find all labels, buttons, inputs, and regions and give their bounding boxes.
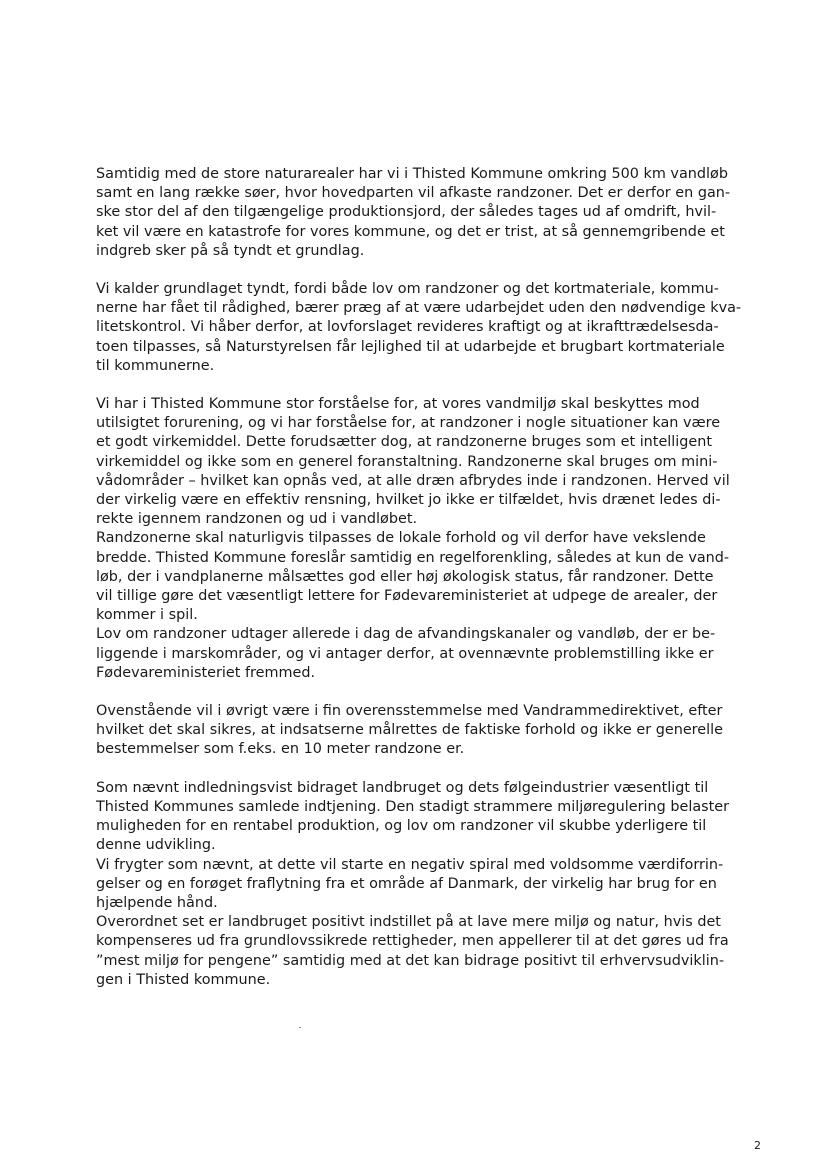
text-line: gen i Thisted kommune. [96, 971, 271, 988]
text-line: Lov om randzoner udtager allerede i dag de afvandingskanaler og vandløb, der er be- [96, 626, 716, 643]
text-line: Thisted Kommunes samlede indtjening. Den stadigt strammere miljøregulering belaster [96, 798, 730, 815]
text-line: bredde. Thisted Kommune foreslår samtidig en regelforenkling, således at kun de vand- [96, 549, 730, 566]
document-body [96, 165, 776, 990]
text-line: vådområder – hvilket kan opnås ved, at alle dræn afbrydes inde i randzonen. Herved vil [96, 472, 730, 489]
text-line: kommer i spil. [96, 607, 198, 624]
text-line: samt en lang række søer, hvor hovedparten vil afkaste randzoner. Det er derfor en gan- [96, 185, 731, 202]
text-line: til kommunerne. [96, 357, 215, 374]
text-line: rekte igennem randzonen og ud i vandløbet. [96, 511, 418, 528]
text-line: hvilket det skal sikres, at indsatserne målrettes de faktiske forhold og ikke er generelle [96, 722, 723, 739]
text-line: Overordnet set er landbruget positivt indstillet på at lave mere miljø og natur, hvis det [96, 914, 721, 931]
text-line: et godt virkemiddel. Dette forudsætter dog, at randzonerne bruges som et intelligent [96, 434, 713, 451]
paragraph-gap [96, 683, 776, 702]
page-number: 2 [754, 1139, 761, 1152]
text-line: Vi kalder grundlaget tyndt, fordi både lov om randzoner og det kortmateriale, kommu- [96, 281, 719, 298]
paragraph-gap [96, 376, 776, 395]
text-line: toen tilpasses, så Naturstyrelsen får lejlighed til at udarbejde et brugbart kortmateriale [96, 338, 725, 355]
text-line: vil tillige gøre det væsentligt lettere for Fødevareministeriet at udpege de arealer, der [96, 588, 718, 605]
text-line: ket vil være en katastrofe for vores kommune, og det er trist, at så gennemgribende et [96, 223, 725, 240]
paragraph [96, 280, 776, 376]
text-line: Fødevareministeriet fremmed. [96, 664, 316, 681]
text-line: indgreb sker på så tyndt et grundlag. [96, 242, 365, 259]
text-line: ske stor del af den tilgængelige produktionsjord, der således tages ud af omdrift, hvil- [96, 204, 717, 221]
text-line: litetskontrol. Vi håber derfor, at lovforslaget revideres kraftigt og at ikrafttrædelsesda- [96, 319, 719, 336]
paragraph [96, 395, 776, 683]
text-line: Som nævnt indledningsvist bidraget landbruget og dets følgeindustrier væsentligt til [96, 779, 709, 796]
text-line: denne udvikling. [96, 837, 216, 854]
text-line: bestemmelser som f.eks. en 10 meter randzone er. [96, 741, 465, 758]
paragraph-gap [96, 261, 776, 280]
text-line: Vi har i Thisted Kommune stor forståelse for, at vores vandmiljø skal beskyttes mod [96, 396, 700, 413]
text-line: Ovenstående vil i øvrigt være i fin overensstemmelse med Vandrammedirektivet, efter [96, 703, 723, 720]
text-line: Vi frygter som nævnt, at dette vil starte en negativ spiral med voldsomme værdiforrin- [96, 856, 724, 873]
text-line: Samtidig med de store naturarealer har vi i Thisted Kommune omkring 500 km vandløb [96, 166, 728, 182]
paragraph [96, 702, 776, 760]
scan-speck [299, 1027, 301, 1028]
text-line: gelser og en forøget fraflytning fra et område af Danmark, der virkelig har brug for en [96, 875, 717, 892]
text-line: kompenseres ud fra grundlovssikrede rettigheder, men appellerer til at det gøres ud fra [96, 933, 729, 950]
text-line: ”mest miljø for pengene” samtidig med at det kan bidrage positivt til erhvervsudviklin- [96, 952, 725, 969]
text-line: nerne har fået til rådighed, bærer præg af at være udarbejdet uden den nødvendige kva- [96, 300, 742, 317]
text-line: muligheden for en rentabel produktion, og lov om randzoner vil skubbe yderligere til [96, 818, 707, 835]
text-line: virkemiddel og ikke som en generel foranstaltning. Randzonerne skal bruges om mini- [96, 453, 718, 470]
text-line: løb, der i vandplanerne målsættes god eller høj økologisk status, får randzoner. Dette [96, 568, 714, 585]
paragraph [96, 165, 776, 261]
text-line: hjælpende hånd. [96, 894, 218, 911]
paragraph [96, 779, 776, 990]
text-line: liggende i marskområder, og vi antager derfor, at ovennævnte problemstilling ikke er [96, 645, 714, 662]
text-line: utilsigtet forurening, og vi har forståelse for, at randzoner i nogle situationer kan være [96, 415, 721, 432]
paragraph-gap [96, 760, 776, 779]
text-line: Randzonerne skal naturligvis tilpasses de lokale forhold og vil derfor have vekslende [96, 530, 706, 547]
text-line: der virkelig være en effektiv rensning, hvilket jo ikke er tilfældet, hvis drænet ledes di- [96, 492, 721, 509]
